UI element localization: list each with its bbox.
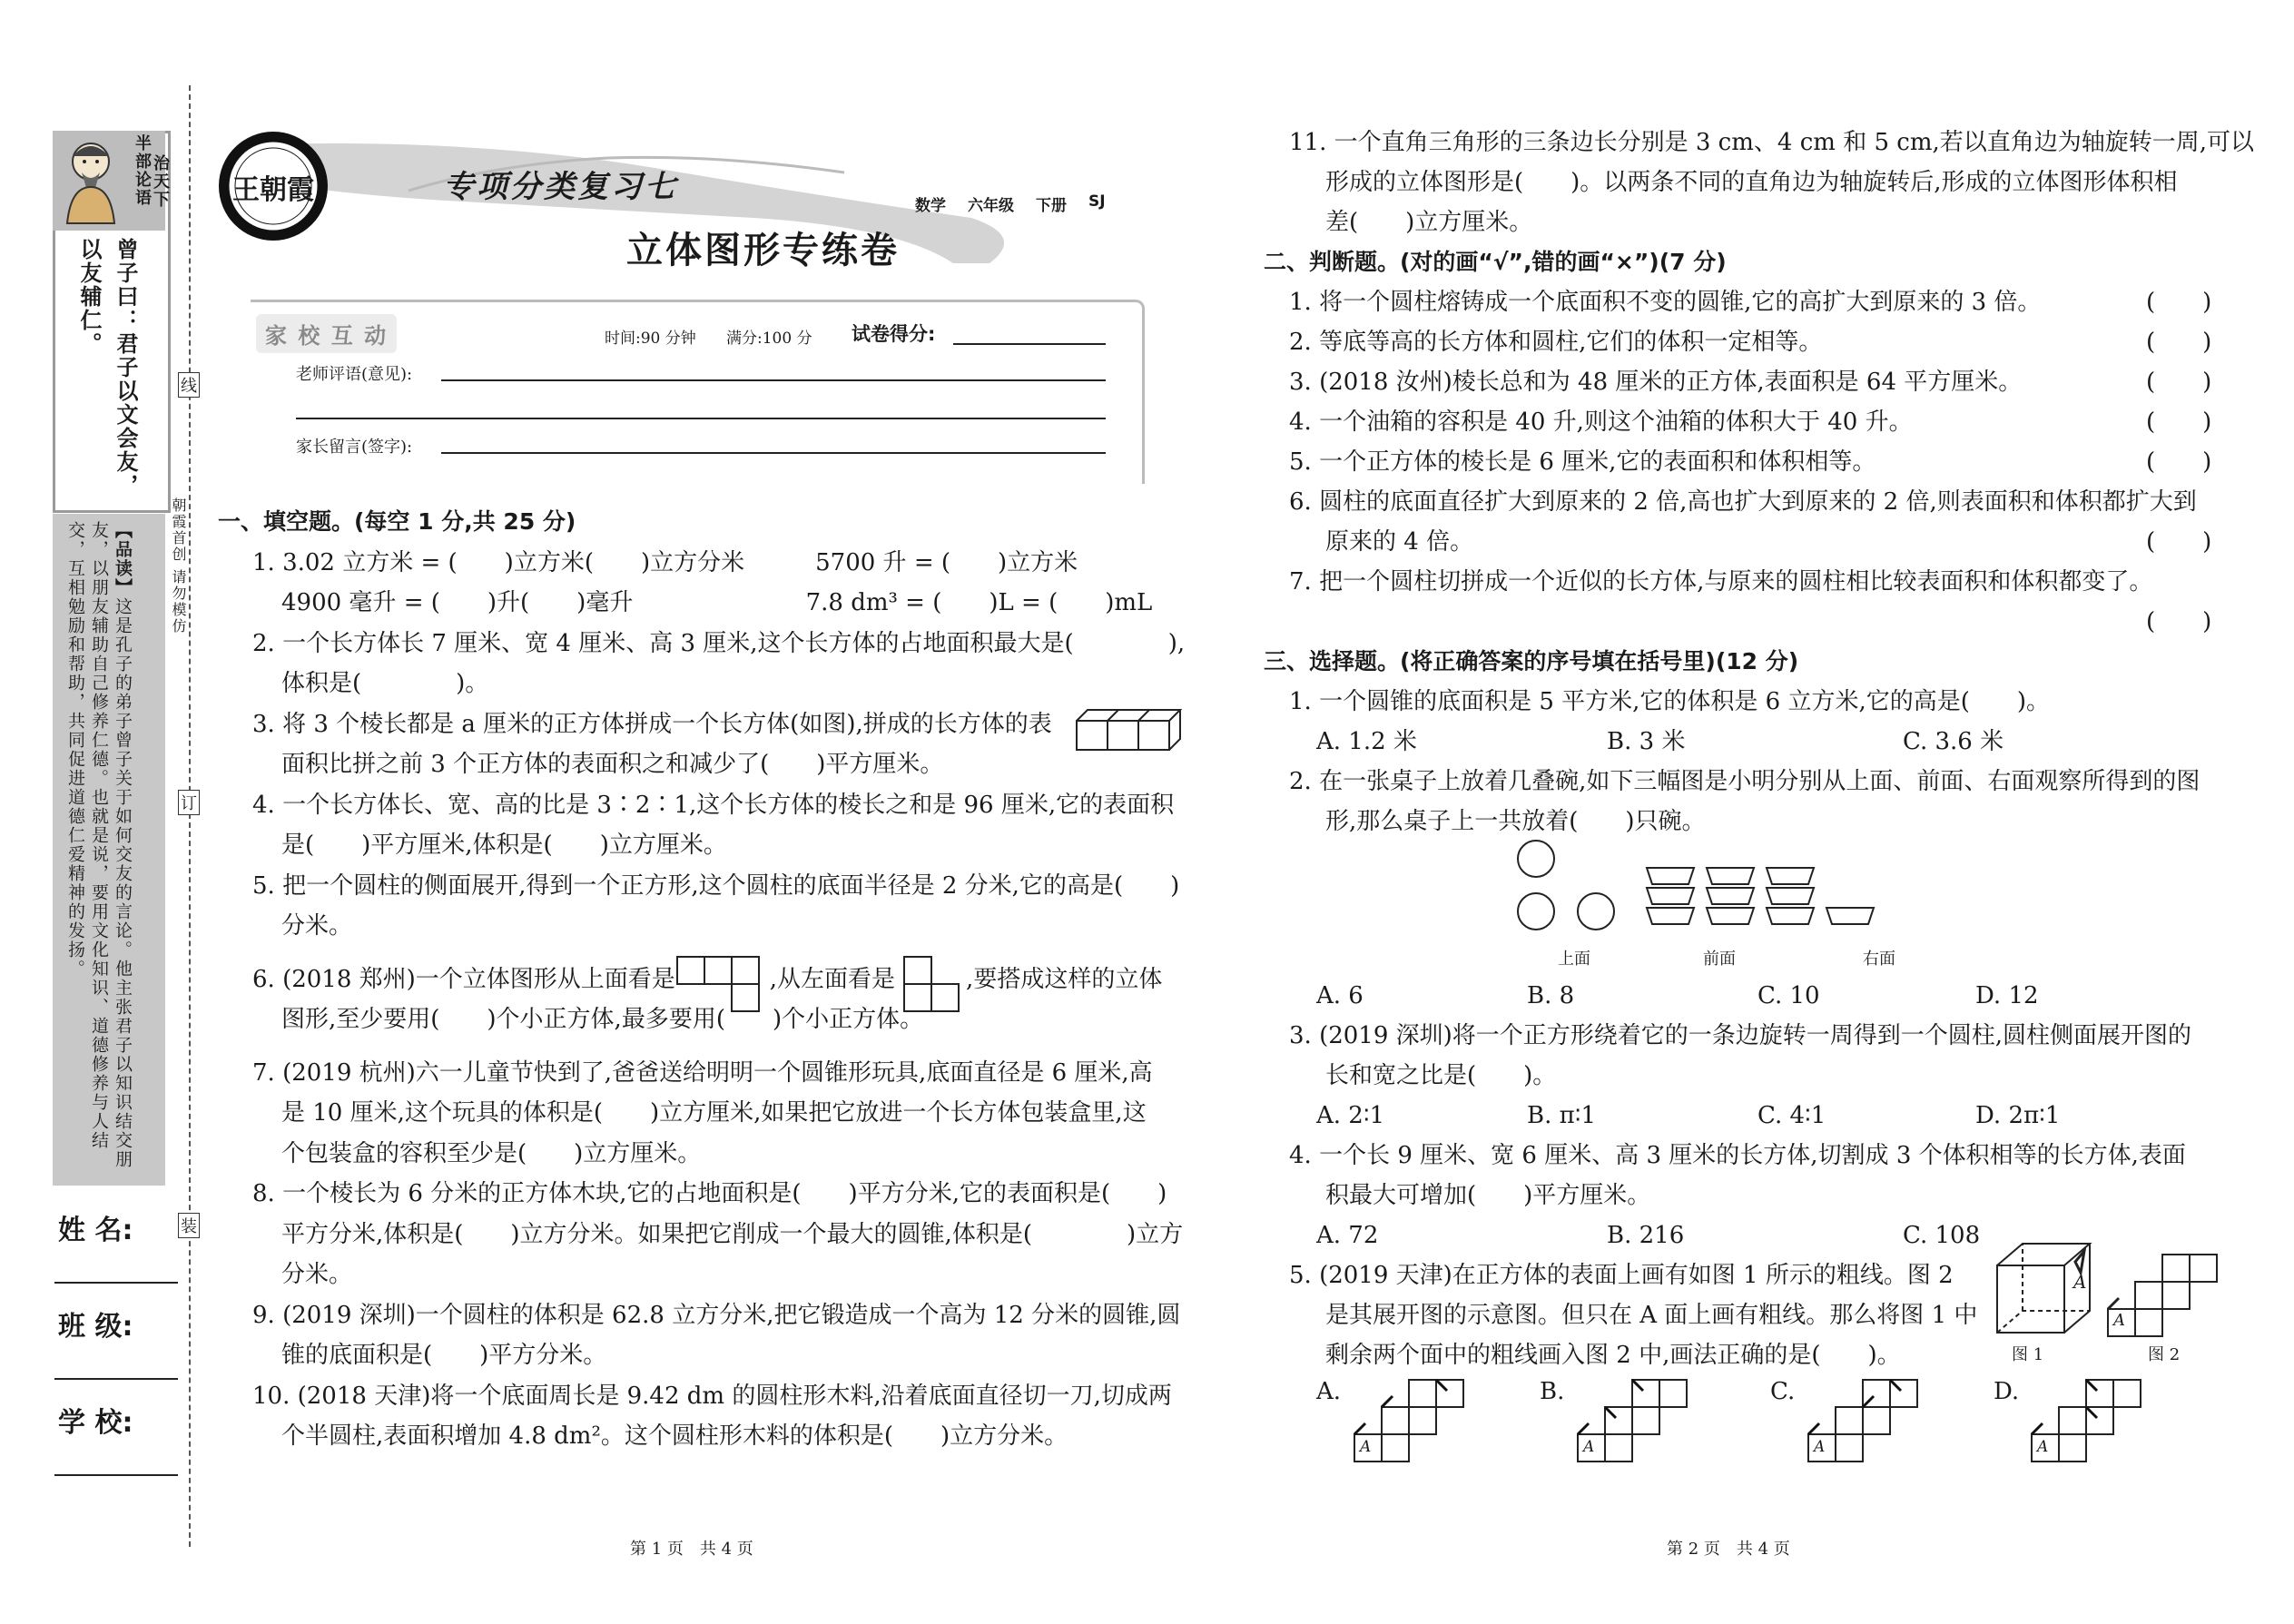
series-title: 专项分类复习七 — [443, 169, 678, 205]
school-label: 学 校: — [58, 1407, 133, 1439]
question-line: 长和宽之比是( )。 — [1325, 1062, 1557, 1089]
option-a: A. 1.2 米 — [1316, 728, 1417, 755]
paper-title: 立体图形专练卷 — [626, 229, 900, 271]
left-page-number: 第 1 页 共 4 页 — [630, 1540, 753, 1559]
net-thick-line — [1890, 1380, 1901, 1391]
judge-answer-blank[interactable]: ( ) — [2146, 329, 2212, 356]
full-score: 满分:100 分 — [726, 330, 812, 348]
question-line: 剩余两个面中的粗线画入图 2 中,画法正确的是( )。 — [1325, 1342, 1901, 1369]
option-b: B. 216 — [1607, 1222, 1685, 1249]
net-thick-line — [1632, 1380, 1643, 1391]
term-tag: 下册 — [1036, 197, 1067, 215]
left-view-figure — [902, 955, 962, 1017]
question-line: 4. 一个长方体长、宽、高的比是 3∶2∶1,这个长方体的棱长之和是 96 厘米,它的表面积 — [252, 791, 1175, 819]
section-heading: 一、填空题。(每空 1 分,共 25 分) — [218, 508, 576, 535]
section-heading: 三、选择题。(将正确答案的序号填在括号里)(12 分) — [1264, 648, 1799, 674]
judge-answer-blank[interactable]: ( ) — [2146, 528, 2212, 556]
question-line: 差( )立方厘米。 — [1325, 209, 1533, 236]
question-line: 11. 一个直角三角形的三条边长分别是 3 cm、4 cm 和 5 cm,若以直角边为轴旋转一周,可以 — [1289, 129, 2255, 156]
question-line: 是其展开图的示意图。但只在 A 面上画有粗线。那么将图 1 中 — [1325, 1302, 1978, 1329]
question-line: 是( )平方厘米,体积是( )立方厘米。 — [281, 832, 727, 859]
reading-text — [64, 521, 134, 1175]
name-label: 姓 名: — [58, 1215, 133, 1246]
class-label: 班 级: — [58, 1311, 133, 1343]
net-thick-line — [1382, 1396, 1393, 1407]
judge-answer-blank[interactable]: ( ) — [2146, 448, 2212, 476]
score-label: 试卷得分: — [852, 323, 936, 345]
question-line: 4. 一个油箱的容积是 40 升,则这个油箱的体积大于 40 升。 — [1289, 408, 1913, 436]
binding-dashed-line — [189, 85, 191, 1547]
score-field[interactable] — [953, 343, 1106, 345]
choice-label: A. — [1316, 1378, 1342, 1405]
net-cell — [1382, 1407, 1409, 1434]
figure-1-label: 图 1 — [2012, 1345, 2044, 1364]
option-c: C. 10 — [1757, 982, 1820, 1009]
net-thick-line — [1605, 1407, 1616, 1418]
question-line: 6. (2018 郑州)一个立体图形从上面看是 ,从左面看是 ,要搭成这样的立体 — [252, 965, 1163, 993]
net-thick-line — [1578, 1423, 1589, 1434]
question-line: 个半圆柱,表面积增加 4.8 dm²。这个圆柱形木料的体积是( )立方分米。 — [281, 1422, 1068, 1450]
question-line: 5. 一个正方体的棱长是 6 厘米,它的表面积和体积相等。 — [1289, 448, 1876, 476]
option-d: D. 2π∶1 — [1975, 1102, 2061, 1129]
question-line: 面积比拼之前 3 个正方体的表面积之和减少了( )平方厘米。 — [281, 751, 944, 778]
subject-tags — [915, 192, 1106, 215]
series-vertical-2: 治天下 — [151, 154, 170, 209]
question-line: 7. 把一个圆柱切拼成一个近似的长方体,与原来的圆柱相比较表面积和体积都变了。 — [1289, 568, 2153, 595]
teacher-comment-field[interactable] — [441, 379, 1106, 381]
net-cell — [1863, 1407, 1890, 1434]
question-line: 积最大可增加( )平方厘米。 — [1325, 1182, 1651, 1209]
parent-comment-label: 家长留言(签字): — [296, 438, 413, 457]
net-cell — [1409, 1407, 1436, 1434]
choice-net-figure — [2030, 1378, 2157, 1469]
question-line: 图形,至少要用( )个小正方体,最多要用( )个小正方体。 — [281, 1006, 924, 1033]
three-cubes-figure — [1075, 708, 1182, 753]
question-line: 形成的立体图形是( )。以两条不同的直角边为轴旋转后,形成的立体图形体积相 — [1325, 169, 2178, 196]
net-face-letter: A — [2037, 1438, 2049, 1456]
question-line: 5. 把一个圆柱的侧面展开,得到一个正方形,这个圆柱的底面半径是 2 分米,它的高是( ) — [252, 871, 1180, 900]
question-line: 1. 一个圆锥的底面积是 5 平方米,它的体积是 6 立方米,它的高是( )。 — [1289, 688, 2051, 715]
net-face-a: A — [2113, 1311, 2125, 1330]
net-thick-line — [2086, 1407, 2097, 1418]
net-cell — [1836, 1407, 1863, 1434]
question-line: 10. (2018 天津)将一个底面周长是 9.42 dm 的圆柱形木料,沿着底面直径切一刀,切成两 — [252, 1382, 1172, 1410]
edition-tag: SJ — [1088, 192, 1106, 211]
reading-label: 【品读】 — [113, 521, 133, 597]
question-line: 1. 将一个圆柱熔铸成一个底面积不变的圆锥,它的高扩大到原来的 3 倍。 — [1289, 289, 2042, 316]
option-c: C. 3.6 米 — [1903, 728, 2004, 755]
home-school-label: 家 校 互 动 — [256, 314, 397, 353]
option-a: A. 2∶1 — [1316, 1102, 1385, 1129]
question-line: 9. (2019 深圳)一个圆柱的体积是 62.8 立方分米,把它锻造成一个高为 12 分米的圆锥,圆 — [252, 1301, 1181, 1329]
choice-net-figure — [1353, 1378, 1480, 1469]
net-cell — [1382, 1434, 1409, 1462]
cut-mark-3: 装 — [178, 1213, 200, 1238]
net-cell — [2113, 1380, 2141, 1407]
subject-tag: 数学 — [915, 197, 946, 215]
net-thick-line — [1354, 1423, 1365, 1434]
judge-answer-blank[interactable]: ( ) — [2146, 408, 2212, 436]
question-line: 体积是( )。 — [281, 670, 489, 697]
copyright-note: 朝霞首创 请勿模仿 — [170, 497, 187, 635]
option-d: D. 12 — [1975, 982, 2039, 1009]
question-line: 4. 一个长 9 厘米、宽 6 厘米、高 3 厘米的长方体,切割成 3 个体积相等的长方体,表面 — [1289, 1142, 2186, 1169]
question-line: 6. 圆柱的底面直径扩大到原来的 2 倍,高也扩大到原来的 2 倍,则表面积和体积都扩大到 — [1289, 488, 2197, 516]
class-field[interactable] — [54, 1378, 178, 1380]
net-face-letter: A — [1583, 1438, 1595, 1456]
bowl-label-top: 上面 — [1558, 950, 1590, 969]
net-thick-line — [2032, 1423, 2043, 1434]
grade-tag: 六年级 — [968, 197, 1014, 215]
question-line: 3. (2019 深圳)将一个正方形绕着它的一条边旋转一周得到一个圆柱,圆柱侧面展开图的 — [1289, 1022, 2192, 1049]
judge-answer-blank[interactable]: ( ) — [2146, 369, 2212, 396]
question-line: 2. 在一张桌子上放着几叠碗,如下三幅图是小明分别从上面、前面、右面观察所得到的图 — [1289, 768, 2200, 795]
question-line: 平方分米,体积是( )立方分米。如果把它削成一个最大的圆锥,体积是( )立方 — [281, 1220, 1184, 1248]
net-face-letter: A — [1360, 1438, 1372, 1456]
question-line: 3. (2018 汝州)棱长总和为 48 厘米的正方体,表面积是 64 平方厘米。 — [1289, 369, 2023, 396]
choice-net-figure — [1807, 1378, 1934, 1469]
question-line: 2. 等底等高的长方体和圆柱,它们的体积一定相等。 — [1289, 329, 1823, 356]
question-line: 分米。 — [281, 912, 353, 940]
choice-label: D. — [1994, 1378, 2020, 1405]
choice-label: C. — [1770, 1378, 1796, 1405]
parent-comment-field[interactable] — [441, 452, 1106, 454]
question-line: 1. 3.02 立方米 = ( )立方米( )立方分米 5700 升 = ( )立方米 — [252, 548, 1078, 576]
cut-mark-1: 线 — [178, 372, 200, 398]
cube-face-a: A — [2073, 1271, 2087, 1293]
question-line: 锥的底面积是( )平方分米。 — [281, 1342, 607, 1369]
net-thick-line — [1863, 1396, 1874, 1407]
teacher-comment-field-2[interactable] — [296, 418, 1106, 419]
cut-mark-2: 订 — [178, 790, 200, 815]
question-line: 个包装盒的容积至少是( )立方厘米。 — [281, 1139, 702, 1167]
confucius-avatar-icon — [58, 136, 123, 225]
net-cell — [2059, 1407, 2086, 1434]
quote-text: 曾子曰：君子以文会友，以友辅仁。 — [76, 238, 138, 497]
binding-sidebar — [0, 0, 197, 1624]
net-thick-line — [2086, 1380, 2097, 1391]
question-line: 2. 一个长方体长 7 厘米、宽 4 厘米、高 3 厘米,这个长方体的占地面积最大是( ), — [252, 629, 1186, 657]
bowl-label-front: 前面 — [1703, 950, 1736, 969]
series-vertical-1: 半部论语 — [133, 134, 152, 207]
question-line: 8. 一个棱长为 6 分米的正方体木块,它的占地面积是( )平方分米,它的表面积是( ) — [252, 1180, 1167, 1207]
section-heading: 二、判断题。(对的画“√”,错的画“×”)(7 分) — [1264, 249, 1727, 275]
net-cell — [1409, 1380, 1436, 1407]
question-line: 7. (2019 杭州)六一儿童节快到了,爸爸送给明明一个圆锥形玩具,底面直径是 6 厘米,高 — [252, 1058, 1153, 1087]
net-cell — [1632, 1407, 1659, 1434]
option-c: C. 108 — [1903, 1222, 1981, 1249]
net-cell — [1836, 1434, 1863, 1462]
net-face-letter: A — [1814, 1438, 1826, 1456]
judge-answer-blank[interactable]: ( ) — [2146, 289, 2212, 316]
question-line: 5. (2019 天津)在正方体的表面上画有如图 1 所示的粗线。图 2 — [1289, 1262, 1954, 1289]
option-b: B. 8 — [1527, 982, 1575, 1009]
time-label: 时间:90 分钟 — [605, 330, 696, 348]
question-line: 原来的 4 倍。 — [1325, 528, 1474, 556]
net-figure-2 — [2106, 1253, 2233, 1340]
right-page-number: 第 2 页 共 4 页 — [1667, 1540, 1790, 1559]
option-b: B. 3 米 — [1607, 728, 1686, 755]
option-a: A. 6 — [1316, 982, 1364, 1009]
reading-body: 这是孔子的弟子曾子关于如何交友的言论。他主张君子以知识结交朋友，以朋友辅助自己修养仁德。也就是说，要用文化知识、道德修养与人结交，互相勉励和帮助，共同促进道德仁爱精神的发扬。 — [65, 521, 133, 1169]
school-field[interactable] — [54, 1474, 178, 1476]
bowl-label-right: 右面 — [1863, 950, 1895, 969]
choice-net-figure — [1576, 1378, 1703, 1469]
question-line: 是 10 厘米,这个玩具的体积是( )立方厘米,如果把它放进一个长方体包装盒里,这 — [281, 1099, 1147, 1127]
figure-2-label: 图 2 — [2148, 1345, 2181, 1364]
net-thick-line — [1436, 1380, 1447, 1391]
name-field[interactable] — [54, 1282, 178, 1284]
question-line: 4900 毫升 = ( )升( )毫升 7.8 dm³ = ( )L = ( )mL — [281, 589, 1153, 616]
question-line: 分米。 — [281, 1261, 353, 1288]
question-line: 3. 将 3 个棱长都是 a 厘米的正方体拼成一个长方体(如图),拼成的长方体的表 — [252, 710, 1052, 738]
choice-label: B. — [1540, 1378, 1565, 1405]
judge-answer-blank[interactable]: ( ) — [2146, 608, 2212, 635]
net-cell — [2059, 1434, 2086, 1462]
option-b: B. π∶1 — [1527, 1102, 1597, 1129]
top-view-figure — [675, 955, 763, 1017]
option-a: A. 72 — [1316, 1222, 1379, 1249]
net-cell — [1659, 1380, 1687, 1407]
brand-name: 王朝霞 — [232, 174, 314, 206]
net-thick-line — [1808, 1423, 1819, 1434]
net-cell — [1605, 1434, 1632, 1462]
question-line: 形,那么桌子上一共放着( )只碗。 — [1325, 808, 1706, 835]
teacher-comment-label: 老师评语(意见): — [296, 365, 413, 384]
option-c: C. 4∶1 — [1757, 1102, 1826, 1129]
